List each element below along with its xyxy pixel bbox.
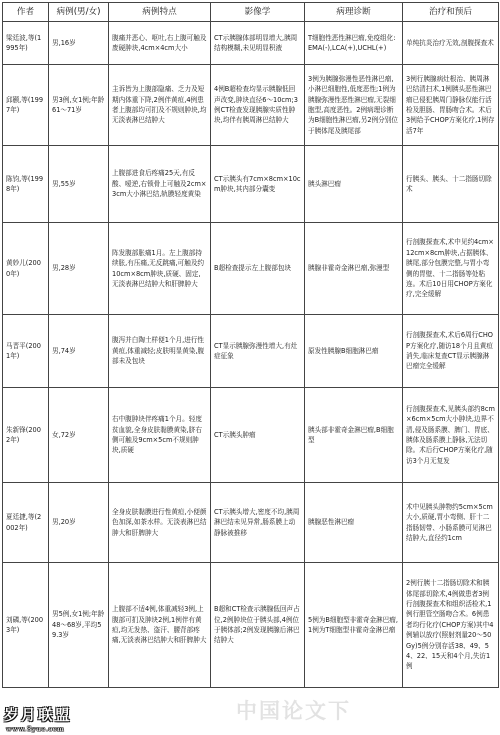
table-row xyxy=(3,563,499,688)
watermark-url: www.Syue.com xyxy=(6,725,65,733)
cell-features: 腹痛并恶心、呕吐,右上腹可触及废硬肿块,4cm×4cm大小 xyxy=(109,22,211,65)
cell-author: 夏廷捷,等(2002年) xyxy=(3,483,49,563)
cell-pathology: 胰头部非霍奇金淋巴瘤,B细胞型 xyxy=(305,388,403,483)
table-row xyxy=(3,65,499,146)
cell-pathology: 原发性胰腺B细胞淋巴瘤 xyxy=(305,315,403,388)
cell-treatment: 2例行胰十二指肠切除术和胰体尾部切除术,4例做患者3例行剖腹探查术和组织活检术,1例行胆管空肠吻合术。6例患者均行化疗(CHOP方案)其中4例辅以放疗(照射剂量20～50Gy)5例分别存活38、49、54、22、15天和4个月,失访1例 xyxy=(403,563,499,688)
cell-features: 全身皮肤黏膜进行性黄疸,小便颜色加深,如茶水样。无淡表淋巴结肿大和肝脾肿大 xyxy=(109,483,211,563)
table-row xyxy=(3,223,499,315)
cell-imaging: B超和CT检查示胰腺低回声占位,2例肿块位于胰头部,4例位于胰体部;2例发现胰腺后淋巴结肿大 xyxy=(211,563,305,688)
cell-imaging: CT示胰头肿瘤 xyxy=(211,388,305,483)
cell-pathology: 3例为胰腺弥漫性恶性淋巴瘤,小淋巴细胞性,低度恶性;1例为胰腺弥漫性恶性淋巴瘤,无裂细胞型,高度恶性。2例病理诊断为B细胞性淋巴瘤,另2例分别位于胰体尾及胰尾部 xyxy=(305,65,403,146)
cell-cases: 女,72岁 xyxy=(49,388,109,483)
header-author: 作者 xyxy=(3,3,49,22)
cell-treatment: 行剖腹探查术,术后6周行CHOP方案化疗,随访18个月且黄疸消失,临床复查CT显示胰腺淋巴瘤完全缓解 xyxy=(403,315,499,388)
table-row xyxy=(3,315,499,388)
cell-author: 邱颢,等(1997年) xyxy=(3,65,49,146)
cell-cases: 男3例,女1例;年龄61～71岁 xyxy=(49,65,109,146)
cell-imaging: CT显示胰腺弥漫性增大,有灶症征象 xyxy=(211,315,305,388)
header-treatment: 治疗和预后 xyxy=(403,3,499,22)
literature-review-table xyxy=(2,2,499,688)
cell-features: 腹泻并白陶土样便1个月,进行性黄疸,体重减轻;皮肤明显黄染,腹部未及包块 xyxy=(109,315,211,388)
cell-author: 朱新锋(2002年) xyxy=(3,388,49,483)
cell-treatment: 单纯抗炎治疗无效,剖腹探查术 xyxy=(403,22,499,65)
cell-pathology: 5例为B细胞型非霍奇金淋巴瘤,1例为T细胞型非霍奇金淋巴瘤 xyxy=(305,563,403,688)
watermark-title: 岁月联盟 xyxy=(4,707,72,724)
cell-features: 右中腹肿块伴疼痛1个月。轻度贫血貌,全身皮肤黏膜黄染,脐右侧可触及9cm×5cm不规则肿块,质硬 xyxy=(109,388,211,483)
cell-imaging: CT示胰腺体部明显增大,胰周结构模糊,未见明显积液 xyxy=(211,22,305,65)
cell-author: 马晋平(2001年) xyxy=(3,315,49,388)
cell-treatment: 行剖腹探查术,见胰头部约8cm×6cm×5cm大小肿块,边界不清,侵及肠系膜、脾门、胃底、胰体及肠系膜上静脉,无法切除。术后行CHOP方案化疗,随访3个月无复发 xyxy=(403,388,499,483)
cell-treatment: 行胰头、胰头、十二指肠切除术 xyxy=(403,146,499,223)
cell-pathology: 胰头淋巴瘤 xyxy=(305,146,403,223)
cell-cases: 男,20岁 xyxy=(49,483,109,563)
site-watermark xyxy=(4,704,72,733)
cell-author: 黄妙儿(2000年) xyxy=(3,223,49,315)
cell-treatment: 术中见胰头肿物约5cm×5cm大小,质硬,胃小弯侧、肝十二指肠韧带、小肠系膜可见淋巴结肿大,直径约1cm xyxy=(403,483,499,563)
table-row xyxy=(3,22,499,65)
cell-cases: 男,28岁 xyxy=(49,223,109,315)
cell-imaging: B超检查提示左上腹部包块 xyxy=(211,223,305,315)
cell-author: 梁廷波,等(1995年) xyxy=(3,22,49,65)
cell-pathology: 胰腺恶性淋巴瘤 xyxy=(305,483,403,563)
cell-imaging: 4例B超检查均显示胰腺低回声改变,肿块直径6～10cm;3例CT检查发现胰腺实质性肿块,均伴有胰周淋巴结肿大 xyxy=(211,65,305,146)
cell-pathology: T细胞性恶性淋巴瘤,免疫组化:EMA(-),LCA(+),UCHL(+) xyxy=(305,22,403,65)
header-cases: 病例(男/女) xyxy=(49,3,109,22)
cell-cases: 男,55岁 xyxy=(49,146,109,223)
cell-author: 陈钧,等(1998年) xyxy=(3,146,49,223)
cell-features: 阵发腹部胀痛1月。左上腹部持续胀,有压痛,无反跳痛,可触及约10cm×8cm肿块,质硬、固定,无淡表淋巴结肿大和肝脾肿大 xyxy=(109,223,211,315)
cell-imaging: CT示胰头增大,密度不均,胰周淋巴结未见异常,肠系膜上动静脉被推移 xyxy=(211,483,305,563)
table-row xyxy=(3,483,499,563)
cell-features: 上腹部不适4例,体重减轻3例,上腹部可扪及肿块2例,1例伴有黄疸,均无发热、盗汗、腰背部疼痛,无淡表淋巴结肿大和肝脾肿大 xyxy=(109,563,211,688)
cell-author: 刘磷,等(2003年) xyxy=(3,563,49,688)
cell-imaging: CT示胰头有7cm×8cm×10cm肿块,其内部分囊变 xyxy=(211,146,305,223)
header-features: 病例特点 xyxy=(109,3,211,22)
table-row xyxy=(3,146,499,223)
secondary-watermark: 中国论文下 xyxy=(236,699,351,723)
table-header-row xyxy=(3,3,499,22)
cell-pathology: 胰腺非霍奇金淋巴瘤,弥漫型 xyxy=(305,223,403,315)
cell-cases: 男,74岁 xyxy=(49,315,109,388)
cell-features: 上腹部进食后疼痛25天,有反酸、嗳逆,右锁骨上可触及2cm×3cm大小淋巴结,轨膜轻度黄染 xyxy=(109,146,211,223)
header-pathology: 病理诊断 xyxy=(305,3,403,22)
cell-treatment: 3例行胰腺病灶根治、胰周淋巴结清扫术,1例胰头恶性淋巴瘤已侵犯胰周门静脉仅能行活检及胆肠、胃肠吻合术。术后3例给予CHOP方案化疗,1例存活7年 xyxy=(403,65,499,146)
cell-cases: 男5例,女1例;年龄48～68岁,平均59.3岁 xyxy=(49,563,109,688)
table-row xyxy=(3,388,499,483)
cell-features: 主诉皆为上腹部隐痛、乏力及短期内体重下降,2例伴黄疸,4例患者上腹部均可扪及不规则肿块,均无淡表淋巴结肿大 xyxy=(109,65,211,146)
header-imaging: 影像学 xyxy=(211,3,305,22)
cell-treatment: 行剖腹探查术,术中见约4cm×12cm×8cm肿块,占据胰体、胰尾,部分包膜完整,与胃小弯侧的胃壁、十二指肠等处粘连。术后10日用CHOP方案化疗,完全缓解 xyxy=(403,223,499,315)
cell-cases: 男,16岁 xyxy=(49,22,109,65)
